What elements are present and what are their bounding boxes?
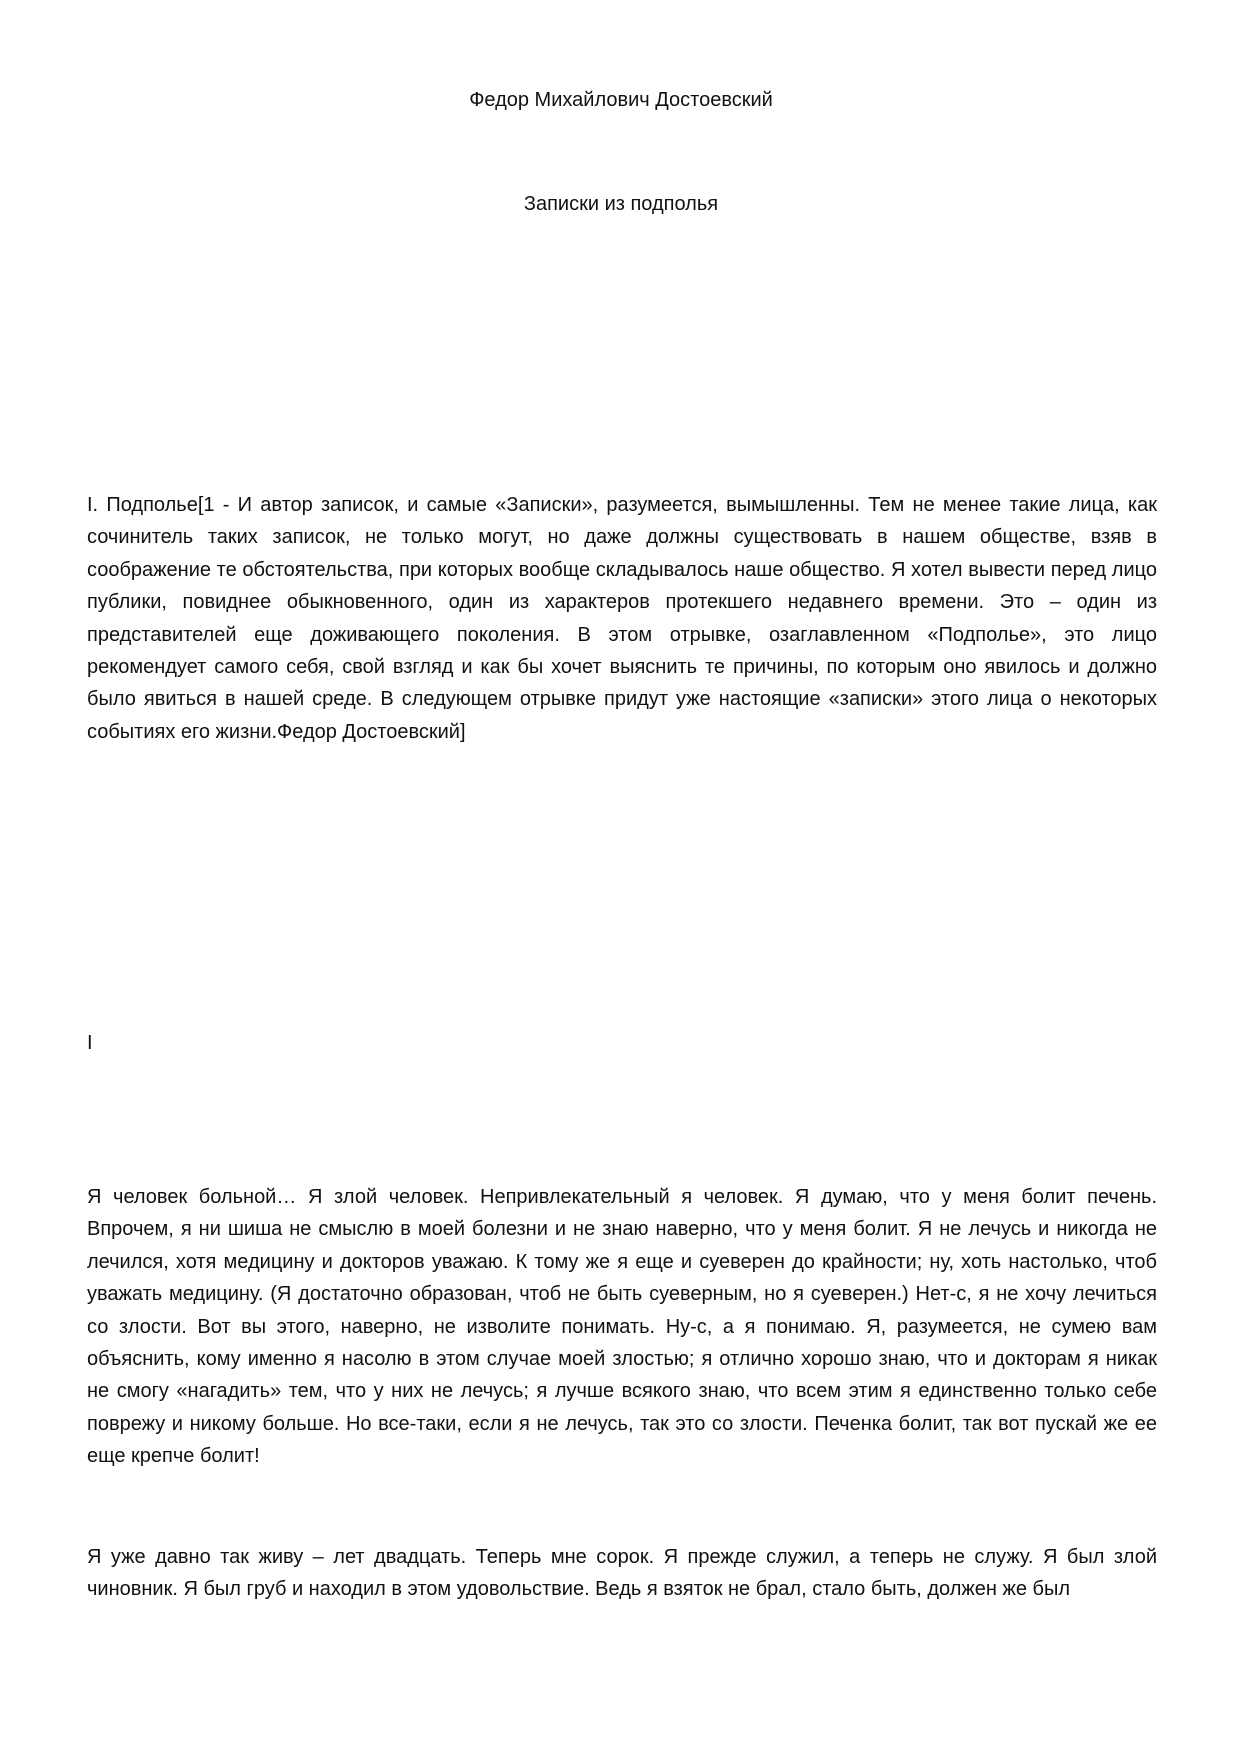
chapter-number: I (87, 1032, 93, 1054)
author-name: Федор Михайлович Достоевский (469, 89, 773, 111)
paragraph-1: Я человек больной… Я злой человек. Непривлекательный я человек. Я думаю, что у меня болит печень. Впрочем, я ни шиша не смыслю в моей болезни и не знаю наверно, что у меня болит. Я не лечусь и никогда не лечился, хотя медицину и докторов уважаю. К тому же я еще и суеверен до крайности; ну, хоть настолько, чтоб уважать медицину. (Я достаточно образован, чтоб не быть суеверным, но я суеверен.) Нет-с, я не хочу лечиться со злости. Вот вы этого, наверно, не изволите понимать. Ну-с, а я понимаю. Я, разумеется, не сумею вам объяснить, кому именно я насолю в этом случае моей злостью; я отлично хорошо знаю, что и докторам я никак не смогу «нагадить» тем, что у них не лечусь; я лучше всякого знаю, что всем этим я единственно только себе поврежу и никому больше. Но все-таки, если я не лечусь, так это со злости. Печенка болит, так вот пускай же ее еще крепче болит! (87, 1186, 1157, 1468)
paragraph-2: Я уже давно так живу – лет двадцать. Теперь мне сорок. Я прежде служил, а теперь не служу. Я был злой чиновник. Я был груб и находил в этом удовольствие. Ведь я взяток не брал, стало быть, должен же был (87, 1546, 1157, 1601)
document-title: Записки из подполья (523, 193, 719, 215)
preface-footnote: I. Подполье[1 - И автор записок, и самые «Записки», разумеется, вымышленны. Тем не менее такие лица, как сочинитель таких записок, не только могут, но даже должны существовать в нашем обществе, взяв в соображение те обстоятельства, при которых вообще складывалось наше общество. Я хотел вывести перед лицо публики, повиднее обыкновенного, один из характеров протекшего недавнего времени. Это – один из представителей еще доживающего поколения. В этом отрывке, озаглавленном «Подполье», это лицо рекомендует самого себя, свой взгляд и как бы хочет выяснить те причины, по которым оно явилось и должно было явиться в нашей среде. В следующем отрывке придут уже настоящие «записки» этого лица о некоторых событиях его жизни.Федор Достоевский] (87, 494, 1157, 743)
